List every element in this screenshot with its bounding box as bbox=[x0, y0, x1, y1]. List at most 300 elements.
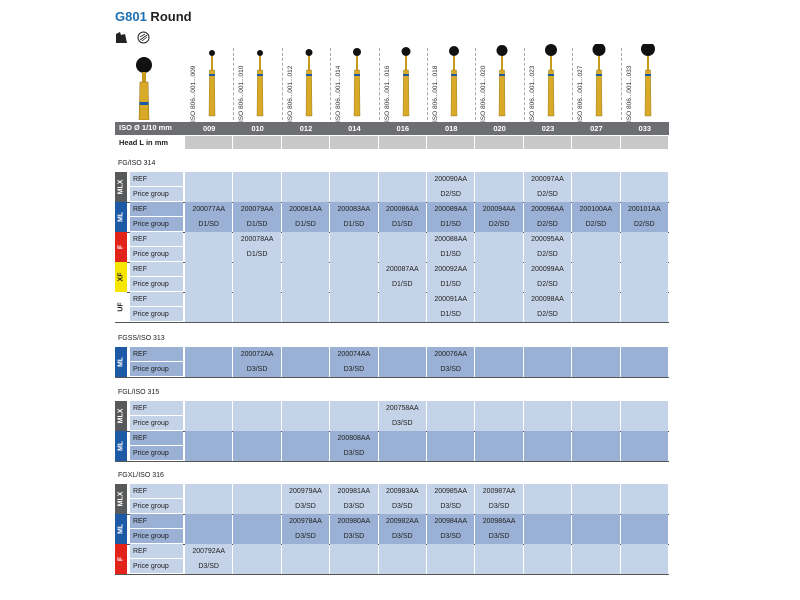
table-cell: D2/SD bbox=[524, 247, 571, 263]
table-cell bbox=[330, 187, 377, 203]
table-cell bbox=[524, 514, 571, 530]
table-cell: 200100AA bbox=[572, 202, 619, 218]
table-cell: 200076AA bbox=[427, 347, 474, 363]
table-cell: 200091AA bbox=[427, 292, 474, 308]
bur-size-column bbox=[524, 44, 572, 122]
table-cell: 200087AA bbox=[379, 262, 426, 278]
table-cell bbox=[282, 307, 329, 323]
row-label: REF bbox=[130, 172, 183, 187]
table-row bbox=[115, 556, 669, 574]
grade-tag-ml bbox=[115, 514, 127, 544]
row-label: REF bbox=[130, 544, 183, 559]
iso-size-header: 010 bbox=[251, 124, 264, 133]
table-cell: D3/SD bbox=[379, 529, 426, 545]
table-cell bbox=[572, 416, 619, 432]
table-cell bbox=[233, 559, 280, 575]
grade-tag-label: ML bbox=[117, 356, 125, 368]
table-cell bbox=[379, 232, 426, 248]
table-cell bbox=[427, 401, 474, 417]
table-cell bbox=[282, 187, 329, 203]
table-cell bbox=[621, 401, 668, 417]
table-cell bbox=[524, 499, 571, 515]
table-cell bbox=[379, 362, 426, 378]
column-divider bbox=[427, 48, 428, 120]
table-cell: 200987AA bbox=[475, 484, 522, 500]
head-length-cell bbox=[233, 136, 280, 149]
table-cell: D1/SD bbox=[427, 307, 474, 323]
iso-size-header: 027 bbox=[590, 124, 603, 133]
table-cell bbox=[330, 307, 377, 323]
table-cell: D2/SD bbox=[475, 217, 522, 233]
table-cell: D3/SD bbox=[282, 529, 329, 545]
grade-tag-label: XF bbox=[117, 272, 125, 282]
table-cell: D1/SD bbox=[185, 217, 232, 233]
column-divider bbox=[524, 48, 525, 120]
table-cell: 200985AA bbox=[427, 484, 474, 500]
table-cell bbox=[233, 529, 280, 545]
row-label: REF bbox=[130, 202, 183, 217]
table-cell bbox=[572, 292, 619, 308]
table-cell bbox=[379, 544, 426, 560]
table-cell bbox=[282, 431, 329, 447]
row-label: Price group bbox=[130, 499, 183, 514]
table-cell: 200984AA bbox=[427, 514, 474, 530]
table-cell bbox=[330, 262, 377, 278]
table-cell bbox=[524, 431, 571, 447]
table-cell bbox=[233, 446, 280, 462]
table-cell bbox=[185, 484, 232, 500]
table-cell bbox=[233, 431, 280, 447]
grade-tag-label: ML bbox=[117, 211, 125, 223]
table-cell bbox=[233, 172, 280, 188]
table-cell bbox=[282, 262, 329, 278]
table-cell bbox=[572, 499, 619, 515]
table-cell bbox=[233, 277, 280, 293]
table-row bbox=[115, 362, 669, 377]
table-cell bbox=[524, 484, 571, 500]
table-cell bbox=[427, 559, 474, 575]
table-row bbox=[115, 401, 669, 416]
table-cell bbox=[572, 247, 619, 263]
table-cell bbox=[233, 544, 280, 560]
iso-code-label: ISO 806...001...012 bbox=[286, 65, 294, 122]
table-cell: D2/SD bbox=[524, 307, 571, 323]
table-cell: 200983AA bbox=[379, 484, 426, 500]
bur-icon bbox=[489, 44, 519, 122]
table-cell bbox=[524, 401, 571, 417]
row-label: Price group bbox=[130, 217, 183, 232]
table-cell: 200072AA bbox=[233, 347, 280, 363]
table-cell bbox=[475, 187, 522, 203]
grade-tag-label: MLX bbox=[117, 179, 125, 195]
table-cell: 200808AA bbox=[330, 431, 377, 447]
table-cell: 200979AA bbox=[282, 484, 329, 500]
table-row bbox=[115, 347, 669, 362]
iso-code-label: ISO 806...001...016 bbox=[383, 65, 391, 122]
table-cell bbox=[621, 416, 668, 432]
table-cell bbox=[621, 277, 668, 293]
grade-tag-mlx bbox=[115, 401, 127, 431]
table-cell bbox=[379, 559, 426, 575]
bur-icon bbox=[538, 44, 568, 122]
grade-tag-label: MLX bbox=[117, 408, 125, 424]
table-row bbox=[115, 431, 669, 446]
product-name: Round bbox=[146, 9, 192, 24]
grade-tag-f bbox=[115, 232, 127, 262]
table-row bbox=[115, 187, 669, 202]
iso-code-label: ISO 806...001...020 bbox=[480, 65, 488, 122]
table-cell: 200982AA bbox=[379, 514, 426, 530]
bur-size-column bbox=[330, 44, 378, 122]
table-row bbox=[115, 244, 669, 262]
table-cell: D3/SD bbox=[379, 499, 426, 515]
bur-size-column bbox=[185, 44, 233, 122]
table-cell: D1/SD bbox=[427, 217, 474, 233]
iso-code-label: ISO 806...001...027 bbox=[577, 65, 585, 122]
table-cell bbox=[233, 187, 280, 203]
table-cell bbox=[475, 347, 522, 363]
table-cell: D3/SD bbox=[330, 362, 377, 378]
table-row bbox=[115, 544, 669, 562]
row-label: Price group bbox=[130, 247, 183, 262]
grade-tag-label: UF bbox=[117, 302, 125, 312]
section-title: FGSS/ISO 313 bbox=[118, 335, 165, 342]
table-cell: D3/SD bbox=[330, 529, 377, 545]
burr-symbol-icon bbox=[137, 31, 150, 44]
table-cell: D1/SD bbox=[379, 217, 426, 233]
grade-tag-ml bbox=[115, 202, 127, 232]
head-length-cell bbox=[330, 136, 377, 149]
group-divider bbox=[115, 377, 669, 378]
table-row bbox=[115, 514, 669, 529]
table-cell: D1/SD bbox=[427, 277, 474, 293]
table-cell bbox=[282, 559, 329, 575]
table-cell: D1/SD bbox=[233, 247, 280, 263]
group-divider bbox=[115, 322, 669, 323]
bur-size-column bbox=[572, 44, 620, 122]
head-length-cell bbox=[185, 136, 232, 149]
table-cell bbox=[282, 232, 329, 248]
table-cell: D3/SD bbox=[330, 446, 377, 462]
table-cell bbox=[185, 362, 232, 378]
table-cell: D2/SD bbox=[621, 217, 668, 233]
grade-tag-ml bbox=[115, 347, 127, 377]
iso-size-header: 020 bbox=[493, 124, 506, 133]
bur-size-column bbox=[621, 44, 669, 122]
group-divider bbox=[115, 461, 669, 462]
table-cell: 200089AA bbox=[427, 202, 474, 218]
table-cell: 200978AA bbox=[282, 514, 329, 530]
table-cell: 200981AA bbox=[330, 484, 377, 500]
table-cell bbox=[524, 446, 571, 462]
table-cell bbox=[621, 559, 668, 575]
table-cell: D2/SD bbox=[572, 217, 619, 233]
row-label: Price group bbox=[130, 416, 183, 431]
column-divider bbox=[572, 48, 573, 120]
table-cell bbox=[475, 416, 522, 432]
table-cell bbox=[621, 484, 668, 500]
bur-icon bbox=[247, 44, 277, 122]
table-cell bbox=[572, 262, 619, 278]
table-cell: D2/SD bbox=[427, 187, 474, 203]
table-cell: 200081AA bbox=[282, 202, 329, 218]
table-cell bbox=[621, 431, 668, 447]
bur-illustration-large bbox=[131, 56, 157, 120]
row-label: Price group bbox=[130, 307, 183, 322]
iso-size-header: 009 bbox=[202, 124, 216, 133]
table-cell bbox=[524, 529, 571, 545]
iso-code-label: ISO 806...001...033 bbox=[625, 65, 633, 122]
table-cell: D1/SD bbox=[427, 247, 474, 263]
table-cell bbox=[379, 307, 426, 323]
iso-header-row bbox=[115, 122, 669, 135]
table-cell bbox=[572, 401, 619, 417]
grade-tag-label: ML bbox=[117, 523, 125, 535]
bur-icon bbox=[344, 44, 374, 122]
table-row bbox=[115, 277, 669, 292]
table-cell bbox=[185, 307, 232, 323]
table-cell bbox=[621, 544, 668, 560]
table-cell bbox=[621, 446, 668, 462]
table-cell bbox=[475, 401, 522, 417]
iso-size-header: 023 bbox=[541, 124, 555, 133]
bur-icon bbox=[393, 44, 423, 122]
table-cell bbox=[572, 347, 619, 363]
table-cell: D2/SD bbox=[524, 277, 571, 293]
table-cell: D3/SD bbox=[185, 559, 232, 575]
table-cell bbox=[475, 247, 522, 263]
column-divider bbox=[233, 48, 234, 120]
table-cell bbox=[185, 347, 232, 363]
table-cell bbox=[233, 499, 280, 515]
table-cell bbox=[185, 416, 232, 432]
table-row bbox=[115, 202, 669, 217]
row-label: REF bbox=[130, 347, 183, 362]
section-title: FGL/ISO 315 bbox=[118, 389, 160, 396]
table-cell bbox=[621, 514, 668, 530]
row-label: REF bbox=[130, 514, 183, 529]
table-cell bbox=[475, 262, 522, 278]
product-code: G801 bbox=[115, 9, 147, 24]
grade-tag-label: MLX bbox=[117, 491, 125, 507]
icon-row bbox=[115, 29, 155, 47]
table-row bbox=[115, 446, 669, 461]
head-length-cell bbox=[572, 136, 619, 149]
table-cell bbox=[524, 416, 571, 432]
table-cell: D3/SD bbox=[233, 362, 280, 378]
table-cell bbox=[185, 514, 232, 530]
table-cell bbox=[282, 544, 329, 560]
table-cell bbox=[233, 292, 280, 308]
row-label: REF bbox=[130, 484, 183, 499]
head-length-cell bbox=[427, 136, 474, 149]
table-cell bbox=[572, 307, 619, 323]
table-row bbox=[115, 529, 669, 544]
table-cell bbox=[379, 172, 426, 188]
iso-size-header: 012 bbox=[299, 124, 313, 133]
table-cell: D2/SD bbox=[524, 217, 571, 233]
table-row bbox=[115, 262, 669, 277]
bur-icon bbox=[296, 44, 326, 122]
table-cell: D3/SD bbox=[427, 529, 474, 545]
bur-size-column bbox=[233, 44, 281, 122]
column-divider bbox=[475, 48, 476, 120]
table-cell bbox=[185, 529, 232, 545]
table-cell bbox=[427, 446, 474, 462]
table-cell bbox=[185, 292, 232, 308]
iso-code-label: ISO 806...001...014 bbox=[335, 65, 343, 122]
table-cell: D1/SD bbox=[233, 217, 280, 233]
table-cell bbox=[185, 247, 232, 263]
table-cell bbox=[475, 544, 522, 560]
iso-size-header: 014 bbox=[348, 124, 361, 133]
table-cell: D2/SD bbox=[524, 187, 571, 203]
grade-tag-label: F bbox=[117, 244, 125, 250]
table-cell: 200083AA bbox=[330, 202, 377, 218]
table-cell bbox=[185, 262, 232, 278]
table-cell bbox=[621, 247, 668, 263]
table-cell bbox=[282, 172, 329, 188]
table-cell: 200074AA bbox=[330, 347, 377, 363]
group-divider bbox=[115, 574, 669, 575]
table-cell bbox=[282, 401, 329, 417]
table-cell: D1/SD bbox=[330, 217, 377, 233]
table-cell: 200078AA bbox=[233, 232, 280, 248]
table-cell: 200094AA bbox=[475, 202, 522, 218]
table-cell bbox=[621, 172, 668, 188]
grade-tag-f bbox=[115, 544, 127, 574]
table-cell bbox=[572, 431, 619, 447]
column-divider bbox=[330, 48, 331, 120]
table-cell bbox=[621, 362, 668, 378]
table-cell bbox=[572, 544, 619, 560]
row-label: Price group bbox=[130, 362, 183, 377]
table-row bbox=[115, 217, 669, 232]
head-length-label: Head L in mm bbox=[119, 138, 169, 147]
table-cell: D3/SD bbox=[427, 362, 474, 378]
table-cell: 200098AA bbox=[524, 292, 571, 308]
table-cell bbox=[330, 277, 377, 293]
head-length-cell bbox=[475, 136, 522, 149]
table-cell bbox=[330, 401, 377, 417]
head-length-cell bbox=[621, 136, 668, 149]
table-cell bbox=[572, 232, 619, 248]
table-cell bbox=[282, 247, 329, 263]
table-cell bbox=[621, 262, 668, 278]
bur-icon bbox=[199, 44, 229, 122]
table-cell bbox=[621, 187, 668, 203]
head-length-cell bbox=[524, 136, 571, 149]
handpiece-icon bbox=[115, 31, 128, 44]
table-cell bbox=[572, 187, 619, 203]
table-cell bbox=[330, 247, 377, 263]
table-cell bbox=[330, 172, 377, 188]
head-length-row bbox=[115, 136, 669, 149]
table-cell bbox=[475, 292, 522, 308]
bur-icon bbox=[586, 44, 616, 122]
column-divider bbox=[282, 48, 283, 120]
table-cell: 200090AA bbox=[427, 172, 474, 188]
grade-tag-xf bbox=[115, 262, 127, 292]
table-cell: 200758AA bbox=[379, 401, 426, 417]
table-cell: 200097AA bbox=[524, 172, 571, 188]
table-cell bbox=[621, 499, 668, 515]
table-cell bbox=[185, 232, 232, 248]
table-cell bbox=[282, 292, 329, 308]
row-label: REF bbox=[130, 431, 183, 446]
table-cell bbox=[185, 277, 232, 293]
table-row bbox=[115, 416, 669, 431]
grade-tag-mlx bbox=[115, 484, 127, 514]
table-cell bbox=[233, 514, 280, 530]
table-cell bbox=[233, 416, 280, 432]
table-cell bbox=[475, 362, 522, 378]
grade-tag-uf bbox=[115, 292, 127, 322]
table-cell bbox=[185, 187, 232, 203]
table-cell bbox=[621, 292, 668, 308]
table-cell bbox=[233, 484, 280, 500]
table-row bbox=[115, 499, 669, 514]
table-cell: D3/SD bbox=[379, 416, 426, 432]
table-cell bbox=[572, 529, 619, 545]
table-row bbox=[115, 172, 669, 187]
table-cell bbox=[572, 362, 619, 378]
iso-header-label: ISO Ø 1/10 mm bbox=[119, 123, 172, 132]
table-cell bbox=[475, 277, 522, 293]
table-cell bbox=[572, 514, 619, 530]
table-cell bbox=[185, 401, 232, 417]
table-cell: 200792AA bbox=[185, 544, 232, 560]
table-cell bbox=[330, 232, 377, 248]
row-label: Price group bbox=[130, 446, 183, 461]
table-cell bbox=[572, 172, 619, 188]
bur-size-column bbox=[427, 44, 475, 122]
table-cell bbox=[524, 347, 571, 363]
table-cell bbox=[185, 499, 232, 515]
bur-icon bbox=[441, 44, 471, 122]
table-cell bbox=[185, 172, 232, 188]
iso-size-header: 016 bbox=[396, 124, 410, 133]
table-cell bbox=[379, 292, 426, 308]
table-cell bbox=[330, 544, 377, 560]
row-label: REF bbox=[130, 292, 183, 307]
head-length-cell bbox=[282, 136, 329, 149]
table-cell bbox=[475, 431, 522, 447]
column-divider bbox=[379, 48, 380, 120]
row-label: REF bbox=[130, 262, 183, 277]
table-cell: 200086AA bbox=[379, 202, 426, 218]
table-row bbox=[115, 292, 669, 307]
table-cell: D3/SD bbox=[475, 499, 522, 515]
table-cell bbox=[185, 431, 232, 447]
table-cell bbox=[572, 484, 619, 500]
table-cell bbox=[330, 292, 377, 308]
row-label: REF bbox=[130, 232, 183, 247]
table-cell bbox=[379, 247, 426, 263]
bur-size-column bbox=[282, 44, 330, 122]
table-cell: D3/SD bbox=[282, 499, 329, 515]
table-row bbox=[115, 307, 669, 322]
iso-code-label: ISO 806...001...010 bbox=[238, 65, 246, 122]
table-cell bbox=[379, 347, 426, 363]
table-cell bbox=[185, 446, 232, 462]
table-cell: D1/SD bbox=[379, 277, 426, 293]
table-cell bbox=[621, 307, 668, 323]
table-cell bbox=[621, 232, 668, 248]
table-cell: D3/SD bbox=[330, 499, 377, 515]
table-cell: 200101AA bbox=[621, 202, 668, 218]
iso-size-header: 033 bbox=[638, 124, 652, 133]
